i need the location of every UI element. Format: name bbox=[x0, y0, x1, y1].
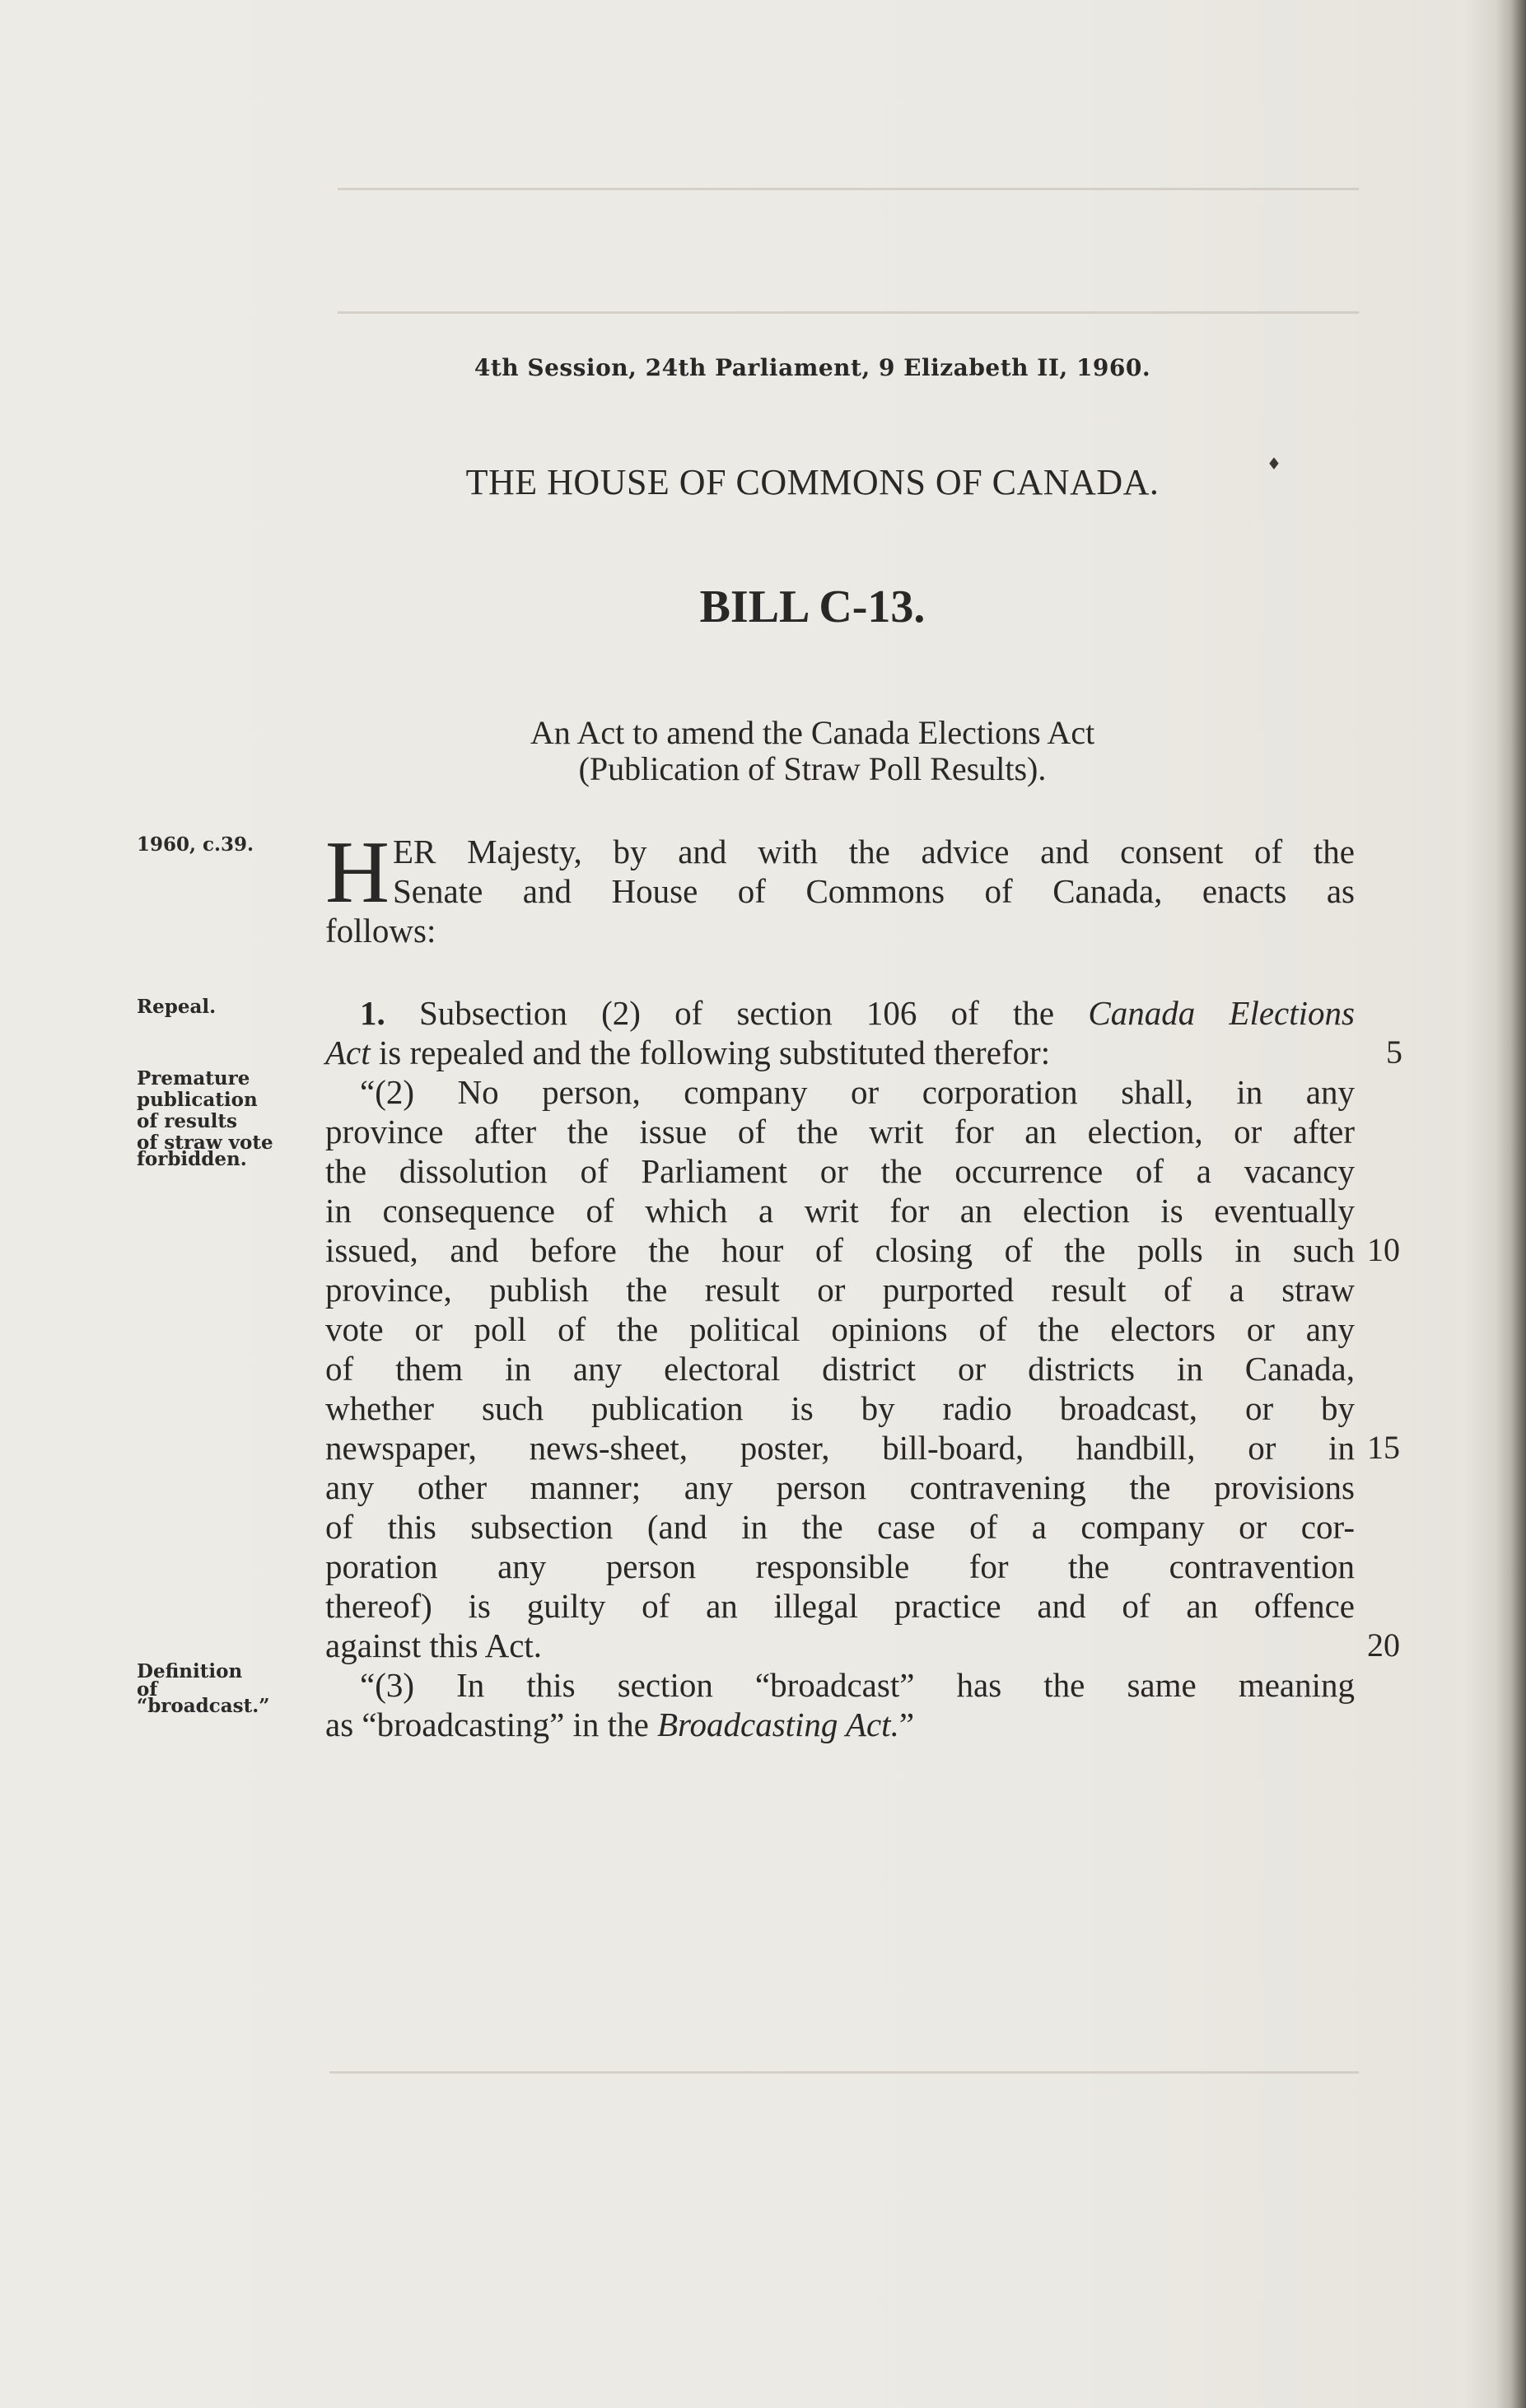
ornament-icon: ♦ bbox=[1267, 454, 1281, 474]
act-title-line-2: (Publication of Straw Poll Results). bbox=[578, 750, 1047, 787]
line-number-5: 5 bbox=[1386, 1034, 1402, 1071]
show-through-rule-top bbox=[338, 188, 1359, 190]
subsection-2-line: against this Act. bbox=[325, 1626, 543, 1664]
margin-premature-line: of results bbox=[137, 1110, 237, 1132]
subsection-2-line: vote or poll of the political opinions of the electors or any bbox=[325, 1310, 1355, 1348]
subsection-2-line: in consequence of which a writ for an election is eventually bbox=[325, 1192, 1355, 1230]
subsection-2-line: province, publish the result or purported result of a straw bbox=[325, 1271, 1355, 1309]
act-name-italic: Canada Elections bbox=[1088, 994, 1355, 1032]
margin-premature-line: of straw vote bbox=[137, 1132, 273, 1154]
margin-premature-line: forbidden. bbox=[137, 1148, 247, 1170]
show-through-rule-lower bbox=[329, 2071, 1359, 2074]
dropcap: H bbox=[325, 824, 390, 922]
subsection-3 bbox=[325, 1665, 1355, 1744]
enacting-line: Senate and House of Commons of Canada, enacts as bbox=[393, 872, 1355, 910]
subsection-3-text: as “broadcasting” in the bbox=[325, 1706, 658, 1743]
subsection-3-line-1: “(3) In this section “broadcast” has the same meaning bbox=[360, 1666, 1355, 1704]
margin-definition-line: “broadcast.” bbox=[137, 1695, 270, 1717]
margin-repeal: Repeal. bbox=[137, 996, 217, 1018]
act-title-line-1: An Act to amend the Canada Elections Act bbox=[530, 714, 1095, 751]
line-number-20: 20 bbox=[1367, 1626, 1400, 1664]
closing-quote: ” bbox=[898, 1706, 915, 1743]
act-name-italic: Broadcasting Act. bbox=[657, 1706, 899, 1743]
subsection-2-line: the dissolution of Parliament or the occurrence of a vacancy bbox=[325, 1152, 1355, 1190]
margin-definition-line: Definition bbox=[137, 1660, 243, 1682]
subsection-2-line: issued, and before the hour of closing of the polls in such bbox=[325, 1231, 1355, 1269]
margin-premature-line: Premature bbox=[137, 1067, 250, 1090]
subsection-2-line: poration any person responsible for the contravention bbox=[325, 1547, 1355, 1585]
enacting-line: ER Majesty, by and with the advice and consent of the bbox=[393, 833, 1355, 870]
margin-premature-line: publication bbox=[137, 1089, 258, 1111]
act-title bbox=[49, 715, 1526, 787]
margin-definition bbox=[137, 1661, 269, 1717]
session-line: 4th Session, 24th Parliament, 9 Elizabeth II, 1960. bbox=[474, 354, 1151, 381]
bill-number: BILL C-13. bbox=[699, 581, 926, 632]
act-name-italic: Act bbox=[325, 1034, 371, 1071]
subsection-3-line-2 bbox=[325, 1705, 1355, 1744]
subsection-2-line: any other manner; any person contravening the provisions bbox=[325, 1468, 1355, 1506]
subsection-2-line: thereof) is guilty of an illegal practice and of an offence bbox=[325, 1587, 1355, 1625]
section-1-line-2 bbox=[325, 1033, 1355, 1072]
subsection-2-line: whether such publication is by radio broadcast, or by bbox=[325, 1389, 1355, 1427]
subsection-2-line: “(2) No person, company or corporation shall, in any bbox=[360, 1073, 1355, 1111]
section-1-line-1 bbox=[325, 993, 1355, 1033]
margin-definition-line: of bbox=[137, 1678, 158, 1701]
margin-premature bbox=[137, 1068, 273, 1170]
subsection-2 bbox=[325, 1072, 1355, 1665]
margin-citation: 1960, c.39. bbox=[137, 833, 254, 856]
enacting-clause bbox=[325, 824, 1355, 950]
show-through-rule-upper bbox=[338, 311, 1359, 314]
bill-body bbox=[325, 824, 1355, 1744]
subsection-2-line: of this subsection (and in the case of a company or cor- bbox=[325, 1508, 1355, 1546]
subsection-2-line: newspaper, news-sheet, poster, bill-board, handbill, or in bbox=[325, 1429, 1355, 1467]
section-1-text: Subsection (2) of section 106 of the bbox=[385, 994, 1089, 1032]
subsection-2-line: province after the issue of the writ for an election, or after bbox=[325, 1113, 1355, 1150]
section-1-text: is repealed and the following substituted therefor: bbox=[370, 1034, 1051, 1071]
section-number: 1. bbox=[360, 994, 385, 1032]
subsection-2-line: of them in any electoral district or districts in Canada, bbox=[325, 1350, 1355, 1388]
enacting-line: follows: bbox=[325, 912, 436, 950]
line-number-10: 10 bbox=[1367, 1231, 1400, 1268]
line-number-15: 15 bbox=[1367, 1429, 1400, 1466]
section-1 bbox=[325, 993, 1355, 1072]
house-title: THE HOUSE OF COMMONS OF CANADA. bbox=[465, 462, 1160, 502]
